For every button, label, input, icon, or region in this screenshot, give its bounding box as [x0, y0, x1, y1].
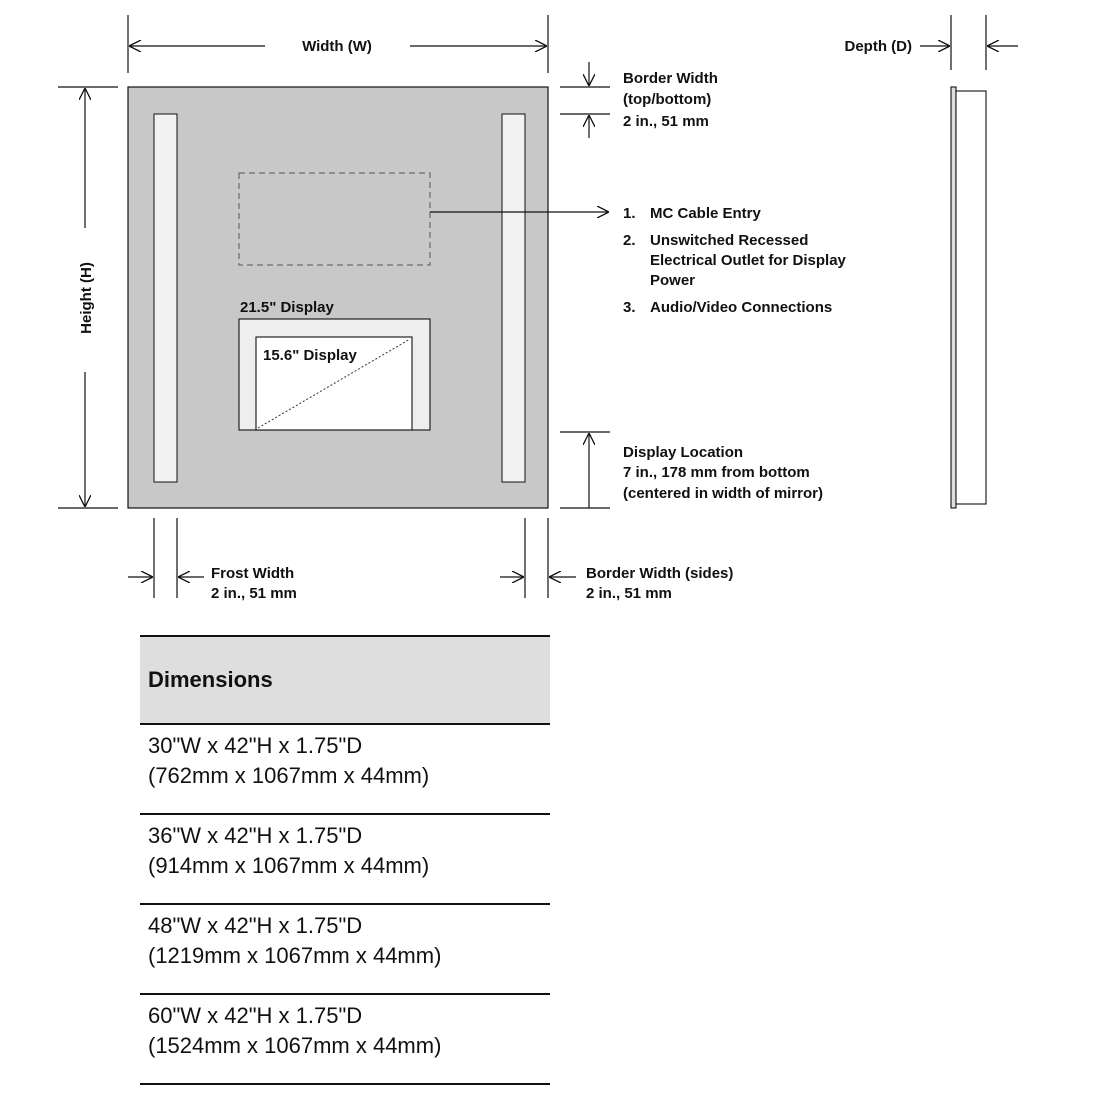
border-sides-callout — [500, 518, 733, 602]
border-top-line-2: (top/bottom) — [623, 91, 712, 108]
table-row — [140, 724, 550, 814]
dimension-metric: (1524mm x 1067mm x 44mm) — [148, 1033, 442, 1058]
table-cell — [140, 724, 550, 814]
display-15-label: 15.6" Display — [263, 347, 357, 364]
right-frost-strip — [502, 114, 525, 482]
table-cell — [140, 994, 550, 1084]
border-sides-line-1: Border Width (sides) — [586, 565, 734, 582]
mirror-side-profile — [951, 87, 986, 508]
frost-width-callout — [128, 518, 297, 602]
table-cell — [140, 814, 550, 904]
width-dimension — [128, 15, 548, 73]
dimension-imperial: 30"W x 42"H x 1.75"D — [148, 733, 363, 758]
depth-dimension — [845, 15, 1019, 70]
connection-1-text: MC Cable Entry — [650, 205, 761, 222]
dimensions-header: Dimensions — [140, 636, 550, 724]
table-row — [140, 904, 550, 994]
dimension-metric: (914mm x 1067mm x 44mm) — [148, 853, 430, 878]
side-profile-back — [951, 87, 956, 508]
mirror-front — [128, 87, 548, 508]
dimension-imperial: 36"W x 42"H x 1.75"D — [148, 823, 363, 848]
dimensions-table — [140, 635, 550, 1085]
connection-3-text: Audio/Video Connections — [650, 299, 833, 316]
width-label: Width (W) — [302, 38, 372, 55]
table-row — [140, 814, 550, 904]
frost-width-line-2: 2 in., 51 mm — [211, 585, 297, 602]
frost-width-line-1: Frost Width — [211, 565, 295, 582]
height-dimension — [58, 87, 118, 508]
connection-3-number: 3. — [623, 299, 636, 316]
connection-2-text-2: Electrical Outlet for Display — [650, 252, 846, 269]
border-top-line-1: Border Width — [623, 70, 718, 87]
dimension-imperial: 60"W x 42"H x 1.75"D — [148, 1003, 363, 1028]
table-row — [140, 994, 550, 1084]
connection-2-number: 2. — [623, 232, 636, 249]
dimension-metric: (762mm x 1067mm x 44mm) — [148, 763, 430, 788]
border-top-line-3: 2 in., 51 mm — [623, 113, 709, 130]
dimension-imperial: 48"W x 42"H x 1.75"D — [148, 913, 363, 938]
depth-label: Depth (D) — [844, 38, 912, 55]
left-frost-strip — [154, 114, 177, 482]
display-location-line-2: 7 in., 178 mm from bottom — [623, 464, 810, 481]
mirror-panel — [128, 87, 548, 508]
border-sides-line-2: 2 in., 51 mm — [586, 585, 672, 602]
display-location-line-3: (centered in width of mirror) — [623, 485, 824, 502]
connection-2-text-3: Power — [650, 272, 696, 289]
height-label: Height (H) — [78, 262, 95, 334]
table-header-row — [140, 636, 550, 724]
display-21-label: 21.5" Display — [240, 299, 334, 316]
dimension-metric: (1219mm x 1067mm x 44mm) — [148, 943, 442, 968]
side-profile-body — [956, 91, 986, 504]
border-top-callout — [560, 62, 718, 138]
table-cell — [140, 904, 550, 994]
connection-1-number: 1. — [623, 205, 636, 222]
connection-2-text-1: Unswitched Recessed — [650, 232, 809, 249]
display-location-line-1: Display Location — [623, 444, 744, 461]
display-location-callout — [560, 432, 823, 508]
